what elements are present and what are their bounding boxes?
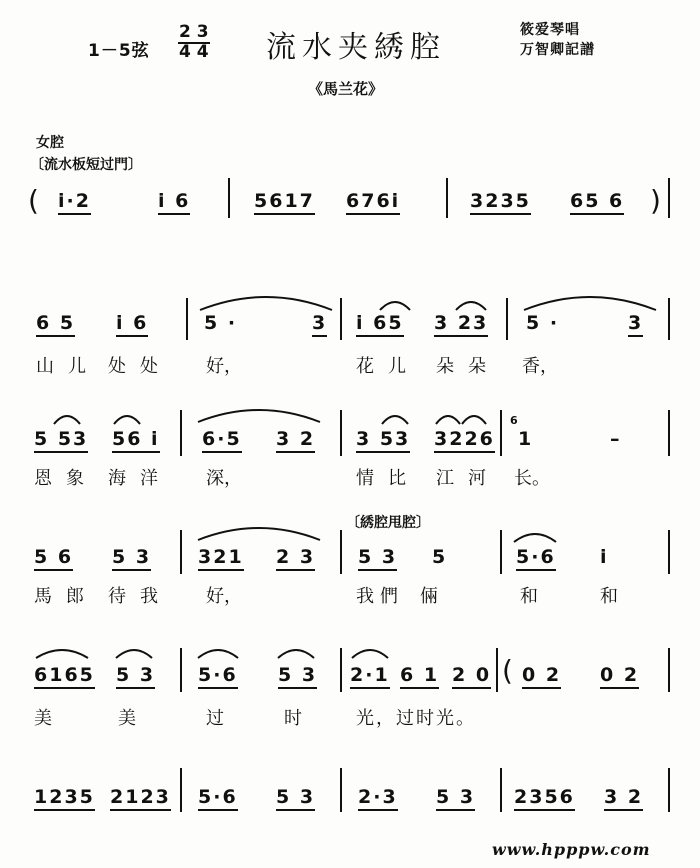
note-group: i 6 [116, 312, 148, 337]
note-group: 5 [432, 546, 448, 568]
note-group: 321 [198, 546, 244, 571]
barline [668, 530, 670, 574]
note-group: i [600, 546, 609, 568]
note-group: 5·6 [198, 786, 238, 811]
note-group: 1 [518, 428, 534, 450]
barline [340, 298, 342, 340]
barline [500, 410, 502, 456]
singer-credit: 筱爱琴唱 [520, 22, 580, 38]
lyric: 好， [206, 356, 242, 377]
opening-bracket: ( [502, 654, 515, 687]
note-group: i 65 [356, 312, 404, 337]
note-group: 3 2 [604, 786, 643, 811]
note-group: 3 23 [434, 312, 488, 337]
slur [114, 644, 154, 660]
opening-bracket: ( [28, 184, 41, 217]
slur [434, 410, 490, 426]
slur [196, 644, 240, 660]
lyric: 情比 [356, 468, 420, 489]
note-group: 6165 [34, 664, 95, 689]
note-group: 2 0 [452, 664, 491, 689]
grace-note: 6 [510, 414, 518, 427]
lyric: 光，过时光。 [356, 708, 476, 729]
barline [446, 178, 448, 218]
note-group: 0 2 [522, 664, 561, 689]
barline [228, 178, 230, 218]
section-label: 〔流水板短过門〕 [30, 157, 142, 173]
note-group: 5 3 [278, 664, 317, 689]
note-group: 6 1 [400, 664, 439, 689]
lyric: 朵朵 [436, 356, 500, 377]
slur [350, 644, 390, 660]
lyric: 待我 [108, 586, 172, 607]
lyric: 花儿 [356, 356, 420, 377]
note-group: 5 6 [34, 546, 73, 571]
barline [340, 768, 342, 812]
barline [668, 410, 670, 456]
slur [34, 644, 90, 660]
note-group: 3 [312, 312, 327, 337]
slur [194, 404, 324, 426]
barline [496, 648, 498, 692]
slur [52, 410, 82, 426]
note-group: 1235 [34, 786, 95, 811]
barline [668, 178, 670, 218]
note-group: 5 3 [112, 546, 151, 571]
slur [112, 410, 142, 426]
lyric: 美 [34, 708, 52, 729]
lyric: 海洋 [108, 468, 172, 489]
barline [180, 768, 182, 812]
note-group: 2 3 [276, 546, 315, 571]
slur [276, 644, 316, 660]
note-group: 5·6 [516, 546, 556, 571]
note-group: 676i [346, 190, 400, 215]
meter-bottom: 4 4 [179, 42, 209, 62]
note-group: i·2 [58, 190, 91, 215]
note-group: 3 [628, 312, 643, 337]
lyric: 时 [284, 708, 302, 729]
notator-credit: 万智卿記譜 [520, 42, 595, 58]
note-group: 2·1 [350, 664, 390, 689]
slur [520, 290, 660, 314]
lyric: 深， [206, 468, 242, 489]
barline [500, 530, 502, 574]
closing-bracket: ) [650, 184, 663, 217]
key-signature: 1－5弦 [88, 41, 150, 61]
lyric: 馬郎 [34, 586, 98, 607]
lyric: 和 [600, 586, 618, 607]
slur [454, 296, 488, 312]
lyric: 江河 [436, 468, 500, 489]
lyric: 长。 [514, 468, 550, 489]
note-group: 5 · [526, 312, 560, 334]
lyric: 山儿 [36, 356, 100, 377]
note-group: 2·3 [358, 786, 398, 811]
lyric: 和 [520, 586, 538, 607]
note-group: 3 2 [276, 428, 315, 453]
barline [668, 648, 670, 692]
slur [380, 410, 410, 426]
watermark: www.hpppw.com [492, 840, 651, 859]
note-group: 65 6 [570, 190, 624, 215]
note-group: 5 3 [358, 546, 397, 571]
meter-top: 2 3 [179, 22, 209, 42]
note-group: 3 53 [356, 428, 410, 453]
barline [180, 410, 182, 456]
lyric: 处处 [108, 356, 172, 377]
note-group: 56 i [112, 428, 160, 453]
barline [340, 410, 342, 456]
barline [340, 648, 342, 692]
note-group: 3226 [434, 428, 495, 453]
note-group: 0 2 [600, 664, 639, 689]
barline [668, 768, 670, 812]
barline [186, 298, 188, 340]
lyric: 过 [206, 708, 224, 729]
note-group: 6 5 [36, 312, 75, 337]
slur [378, 296, 412, 312]
note-group: 6·5 [202, 428, 242, 453]
note-group: 5617 [254, 190, 315, 215]
page-title: 流水夹綉腔 [266, 30, 446, 65]
lyric: 美 [118, 708, 136, 729]
section-label: 〔綉腔甩腔〕 [346, 515, 430, 531]
note-group: 5 · [204, 312, 238, 334]
time-signature [178, 24, 210, 61]
note-group: 2123 [110, 786, 171, 811]
slur [196, 290, 336, 314]
note-group: 5 3 [276, 786, 315, 811]
lyric: 倆 [420, 586, 438, 607]
voice-label: 女腔 [36, 135, 64, 151]
lyric: 我們 [356, 586, 404, 607]
note-group: – [610, 428, 622, 450]
barline [506, 298, 508, 340]
lyric: 恩象 [34, 468, 98, 489]
source-title: 《馬兰花》 [308, 80, 384, 98]
note-group: 5 3 [116, 664, 155, 689]
note-group: i 6 [158, 190, 190, 215]
slur [512, 528, 558, 544]
note-group: 2356 [514, 786, 575, 811]
slur [194, 522, 324, 544]
note-group: 5 3 [436, 786, 475, 811]
lyric: 香， [522, 356, 558, 377]
barline [180, 648, 182, 692]
barline [340, 530, 342, 574]
note-group: 5 53 [34, 428, 88, 453]
barline [180, 530, 182, 574]
barline [500, 768, 502, 812]
barline [668, 298, 670, 340]
note-group: 3235 [470, 190, 531, 215]
lyric: 好， [206, 586, 242, 607]
note-group: 5·6 [198, 664, 238, 689]
